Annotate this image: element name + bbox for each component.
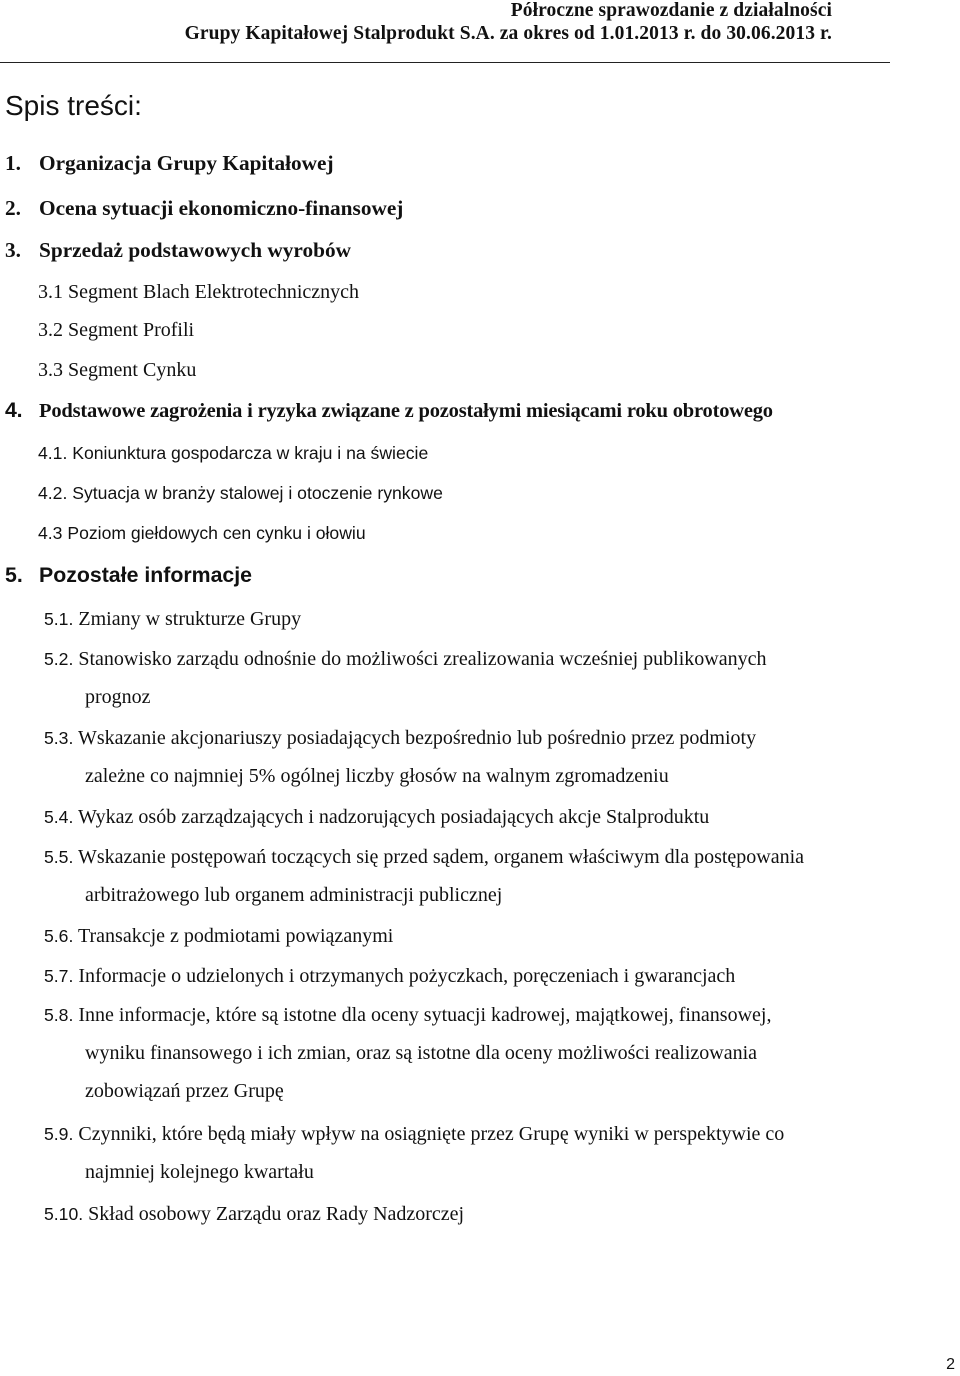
toc-entry-number: 5.8. [44,1005,74,1025]
toc-entry-number: 2. [5,196,21,220]
toc-entry-text: Segment Blach Elektrotechnicznych [68,281,360,303]
toc-entry-4 [5,396,773,425]
toc-entry-number: 1. [5,151,21,175]
toc-entry-text: Pozostałe informacje [39,563,253,587]
toc-entry-5-1 [44,605,301,633]
toc-entry-5-8 [44,1001,771,1105]
toc-entry-number: 4. [5,398,23,422]
toc-entry-4-1 [38,439,428,467]
toc-entry-5-5 [44,843,804,909]
toc-entry-number: 3.3 [38,359,63,381]
toc-entry-text: Ocena sytuacji ekonomiczno-finansowej [39,196,404,220]
toc-entry-number: 4.2. [38,483,68,503]
toc-entry-text: Sytuacja w branży stalowej i otoczenie rynkowe [72,483,443,503]
toc-entry-5 [5,561,252,589]
toc-entry-text: Inne informacje, które są istotne dla oceny sytuacji kadrowej, majątkowej, finansowej, [78,1004,772,1026]
toc-entry-text: Transakcje z podmiotami powiązanymi [78,925,394,947]
toc-entry-number: 5.3. [44,728,74,748]
toc-entry-text: Wykaz osób zarządzających i nadzorujących posiadających akcje Stalproduktu [78,806,710,828]
toc-entry-5-4 [44,803,709,831]
toc-entry-number: 5.9. [44,1124,74,1144]
toc-entry-number: 5.6. [44,926,74,946]
toc-entry-number: 5.1. [44,609,74,629]
toc-entry-text: Segment Cynku [68,359,197,381]
toc-entry-number: 5.7. [44,966,74,986]
toc-entry-text: Informacje o udzielonych i otrzymanych pożyczkach, poręczeniach i gwarancjach [78,965,736,987]
toc-entry-5-7 [44,962,735,990]
toc-entry-number: 3.1 [38,281,63,303]
toc-entry-text: Stanowisko zarządu odnośnie do możliwości zrealizowania wcześniej publikowanych [78,648,767,670]
toc-entry-text: Czynniki, które będą miały wpływ na osiągnięte przez Grupę wyniki w perspektywie co [78,1123,785,1145]
toc-entry-5-2 [44,645,766,711]
toc-entry-text: Wskazanie postępowań toczących się przed sądem, organem właściwym dla postępowania [78,846,805,868]
toc-entry-number: 5.4. [44,807,74,827]
toc-entry-text: Segment Profili [68,319,195,341]
toc-entry-text: Podstawowe zagrożenia i ryzyka związane z pozostałymi miesiącami roku obrotowego [39,400,773,422]
toc-entry-5-3 [44,724,756,790]
toc-entry-number: 3. [5,238,21,262]
toc-entry-number: 3.2 [38,319,63,341]
toc-entry-5-6 [44,922,393,950]
toc-entry-text: Zmiany w strukturze Grupy [78,608,302,630]
toc-entry-4-3 [38,519,366,547]
toc-entry-5-9 [44,1120,784,1186]
header-title: Półroczne sprawozdanie z działalności [510,0,832,21]
toc-entry-number: 5.5. [44,847,74,867]
toc-entry-text: Wskazanie akcjonariuszy posiadających bezpośrednio lub pośrednio przez podmioty [78,727,757,749]
toc-entry-3-3 [38,356,196,384]
toc-entry-4-2 [38,479,443,507]
toc-entry-number: 5. [5,563,23,587]
toc-entry-continuation: arbitrażowego lub organem administracji publicznej [85,884,503,906]
toc-entry-text: Poziom giełdowych cen cynku i ołowiu [67,523,366,543]
toc-title: Spis treści: [5,90,142,121]
document-header [0,0,890,63]
toc-entry-5-10 [44,1200,464,1228]
toc-entry-3-1 [38,278,359,306]
toc-entry-text: Koniunktura gospodarcza w kraju i na świecie [72,443,429,463]
toc-entry-continuation: zobowiązań przez Grupę [85,1080,284,1102]
toc-entry-continuation: zależne co najmniej 5% ogólnej liczby głosów na walnym zgromadzeniu [85,765,669,787]
header-subtitle: Grupy Kapitałowej Stalprodukt S.A. za okres od 1.01.2013 r. do 30.06.2013 r. [184,23,832,44]
toc-entry-number: 5.10. [44,1204,84,1224]
toc-entry-text: Organizacja Grupy Kapitałowej [39,151,334,175]
toc-entry-text: Skład osobowy Zarządu oraz Rady Nadzorczej [88,1203,465,1225]
toc-entry-number: 4.1. [38,443,68,463]
toc-entry-number: 4.3 [38,523,63,543]
page-number: 2 [946,1356,955,1373]
toc-entry-number: 5.2. [44,649,74,669]
toc-entry-continuation: wyniku finansowego i ich zmian, oraz są istotne dla oceny możliwości realizowania [85,1042,758,1064]
toc-entry-text: Sprzedaż podstawowych wyrobów [39,238,351,262]
toc-entry-1 [5,149,334,177]
toc-entry-3 [5,236,351,264]
toc-entry-continuation: najmniej kolejnego kwartału [85,1161,314,1183]
toc-entry-3-2 [38,316,194,344]
toc-entry-2 [5,194,403,222]
toc-entry-continuation: prognoz [85,686,151,708]
